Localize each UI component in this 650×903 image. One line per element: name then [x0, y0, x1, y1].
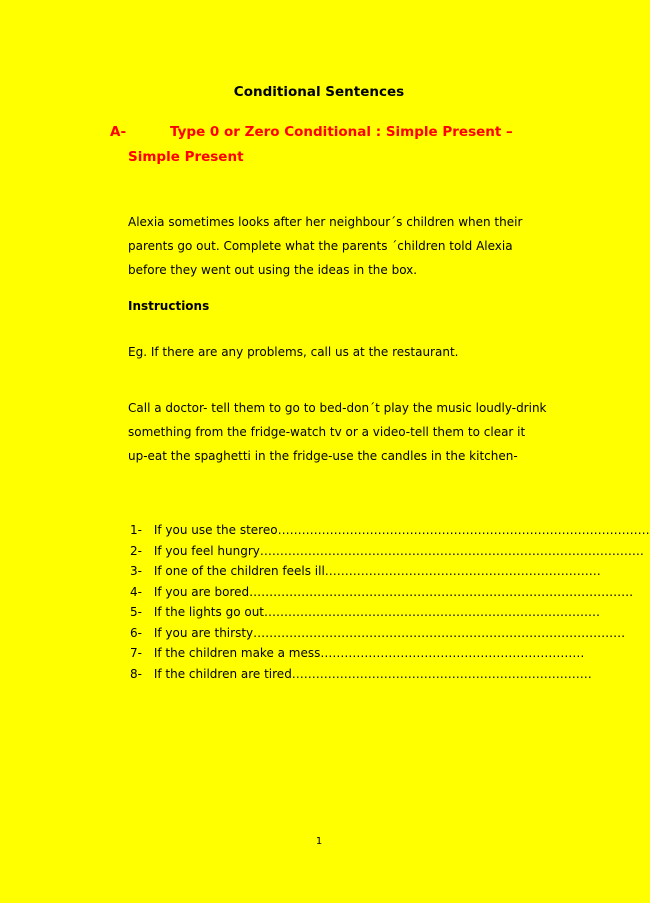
page-number: 1 — [315, 836, 323, 847]
section-letter: A- — [110, 124, 127, 140]
item-text: If the children make a mess………………………………………………………… — [153, 646, 585, 660]
item-number: 2- — [130, 543, 142, 558]
list-item — [130, 602, 601, 623]
list-item — [130, 664, 592, 685]
item-text: If the children are tired………………………………………………………………… — [153, 666, 592, 681]
list-item — [130, 561, 601, 582]
item-number: 1- — [130, 523, 142, 537]
item-number: 4- — [130, 584, 142, 599]
item-text: If you are bored…………………………………………………………………………………… — [153, 584, 634, 599]
list-item — [130, 623, 626, 644]
list-item — [130, 520, 650, 541]
item-number: 3- — [130, 564, 142, 578]
item-number: 6- — [130, 625, 142, 640]
item-text: If one of the children feels ill…………………………………………………………… — [153, 564, 601, 578]
item-text: If you are thirsty………………………………………………………………………………… — [153, 625, 626, 640]
list-item — [130, 541, 644, 562]
item-number: 8- — [130, 666, 142, 681]
instructions-label: Instructions — [128, 299, 210, 313]
section-heading-line1: Type 0 or Zero Conditional : Simple Present – — [170, 124, 513, 140]
example-sentence: Eg. If there are any problems, call us at the restaurant. — [128, 345, 459, 359]
ideas-box-text: Call a doctor- tell them to go to bed-don´t play the music loudly-drink something from the fridge-watch tv or a video-tell them to clear it up-eat the spaghetti in the fridge-use the candles in the kitchen- — [128, 401, 547, 463]
item-text: If the lights go out………………………………………………………………………… — [153, 605, 601, 619]
list-item — [130, 643, 585, 664]
item-number: 7- — [130, 646, 142, 660]
item-number: 5- — [130, 605, 142, 619]
page-title: Conditional Sentences — [233, 84, 405, 100]
item-text: If you use the stereo………………………………………………………………………………… — [153, 523, 650, 537]
intro-paragraph: Alexia sometimes looks after her neighbour´s children when their parents go out. Complete what the parents ´children told Alexia before they went out using the ideas in the box. — [128, 215, 523, 277]
exercise-list — [130, 520, 650, 684]
item-text: If you feel hungry…………………………………………………………………………………… — [153, 543, 644, 558]
section-heading-line2: Simple Present — [128, 149, 244, 165]
list-item — [130, 582, 634, 603]
